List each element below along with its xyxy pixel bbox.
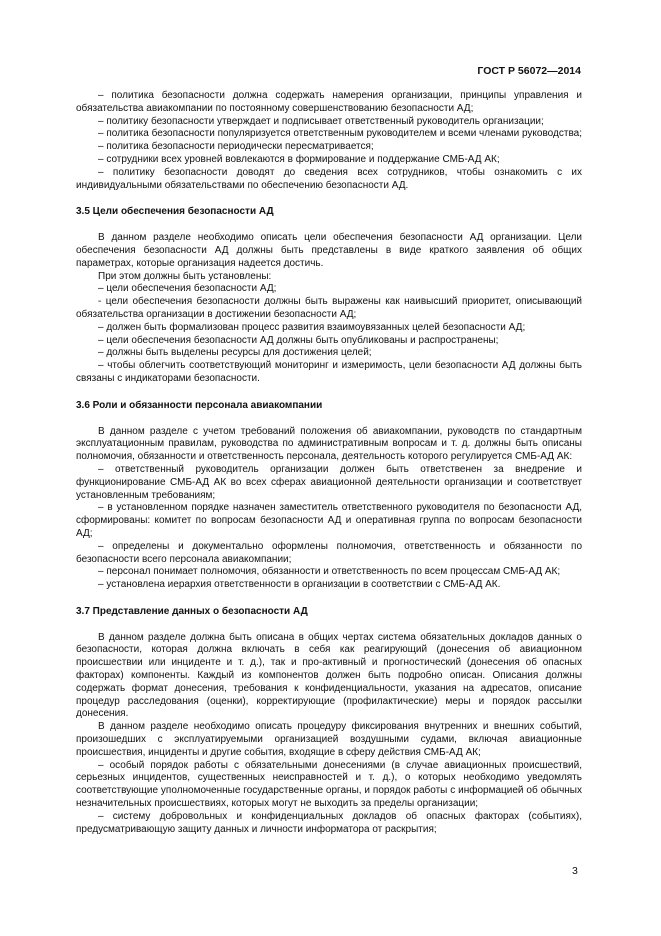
list-item: – в установленном порядке назначен заместитель ответственного руководителя по безопасности АД, сформированы: комитет по вопросам безопасности АД и оперативная группа по вопросам безопасности АД; xyxy=(76,502,582,539)
list-item: – политика безопасности должна содержать намерения организации, принципы управления и обязательства авиакомпании по постоянному совершенствованию безопасности АД; xyxy=(76,90,582,114)
section-heading: 3.7 Представление данных о безопасности АД xyxy=(76,605,308,617)
list-item: – должен быть формализован процесс развития взаимоувязанных целей безопасности АД; xyxy=(98,321,526,333)
page-number: 3 xyxy=(572,865,578,877)
list-item: – должны быть выделены ресурсы для достижения целей; xyxy=(98,347,372,359)
list-item: – политика безопасности периодически пересматривается; xyxy=(98,141,374,153)
section-3-7 xyxy=(76,606,582,837)
intro-list xyxy=(76,90,582,192)
list-item: – персонал понимает полномочия, обязанности и ответственность по всем процессам СМБ-АД АК; xyxy=(98,566,561,578)
paragraph: В данном разделе необходимо описать цели обеспечения безопасности АД организации. Цели обеспечения безопасности АД должны быть представлены в виде краткого заявления об общих параметрах, которые организация надеется достичь. xyxy=(76,232,582,269)
paragraph: В данном разделе должна быть описана в общих чертах система обязательных докладов данных о безопасности, которая должна включать в себя как реагирующий (донесения об авиационном происшествии или инциденте и т. д.), так и про-активный и прогностический (донесения об опасных факторах) компоненты. Каждый из компонентов должен быть подробно описан. Описания должны содержать формат донесения, требования к конфиденциальности, указания на адресатов, описание процедур расследования (оценки), корректирующие (профилактические) меры и порядок рассылки донесения. xyxy=(76,631,582,720)
list-item: – цели обеспечения безопасности АД; xyxy=(98,283,277,295)
list-item: – систему добровольных и конфиденциальных докладов об опасных факторах (событиях), предусматривающую защиту данных и личности информатора от раскрытия; xyxy=(76,810,582,835)
list-item: – ответственный руководитель организации должен быть ответственен за внедрение и функционирование СМБ-АД АК во всех сферах авиационной деятельности организации и соответствует установленным требованиям; xyxy=(76,463,582,501)
paragraph: В данном разделе с учетом требований положения об авиакомпании, руководств по стандартным эксплуатационным правилам, руководства по административным вопросам и т. д. должны быть описаны полномочия, обязанности и ответственность персонала, деятельность которого регулируется СМБ-АД АК: xyxy=(76,425,582,463)
list-item: - цели обеспечения безопасности должны быть выражены как наивысший приоритет, описывающий обязательства организации в достижении безопасности АД; xyxy=(76,296,582,320)
list-item: – политику безопасности утверждает и подписывает ответственный руководитель организации; xyxy=(98,115,544,127)
document-body xyxy=(76,90,582,836)
list-item: – политика безопасности популяризуется ответственным руководителем и всеми членами руководства; xyxy=(98,128,582,140)
section-3-6 xyxy=(76,400,582,592)
list-item: – чтобы облегчить соответствующий мониторинг и измеримость, цели безопасности АД должны быть связаны с индикаторами безопасности. xyxy=(76,360,582,384)
list-item: – особый порядок работы с обязательными донесениями (в случае авиационных происшествий, серьезных инцидентов, существенных неисправностей и т. д.), о которых необходимо уведомлять соответствующие уполномоченные государственные органы, и порядок работы с информацией об обычных незначительных происшествиях, которых могут не выходить за пределы организации; xyxy=(76,759,582,810)
list-item: – сотрудники всех уровней вовлекаются в формирование и поддержание СМБ-АД АК; xyxy=(98,153,500,165)
section-heading: 3.6 Роли и обязанности персонала авиакомпании xyxy=(76,399,323,411)
section-heading: 3.5 Цели обеспечения безопасности АД xyxy=(76,206,274,218)
paragraph: При этом должны быть установлены: xyxy=(98,270,272,282)
document-id-header: ГОСТ Р 56072—2014 xyxy=(477,65,581,77)
list-item: – политику безопасности доводят до сведения всех сотрудников, чтобы ознакомить с их индивидуальными обязательствами по обеспечению безопасности АД. xyxy=(76,166,582,191)
list-item: – цели обеспечения безопасности АД должны быть опубликованы и распространены; xyxy=(98,334,499,346)
list-item: – установлена иерархия ответственности в организации в соответствии с СМБ-АД АК. xyxy=(98,579,501,591)
list-item: – определены и документально оформлены полномочия, ответственность и обязанности по безопасности всего персонала авиакомпании; xyxy=(76,540,582,565)
paragraph: В данном разделе необходимо описать процедуру фиксирования внутренних и внешних событий, произошедших с эксплуатируемыми организацией воздушными судами, включая авиационные происшествия, инциденты и другие события, входящие в сферу действия СМБ-АД АК; xyxy=(76,721,582,758)
section-3-5 xyxy=(76,206,582,385)
